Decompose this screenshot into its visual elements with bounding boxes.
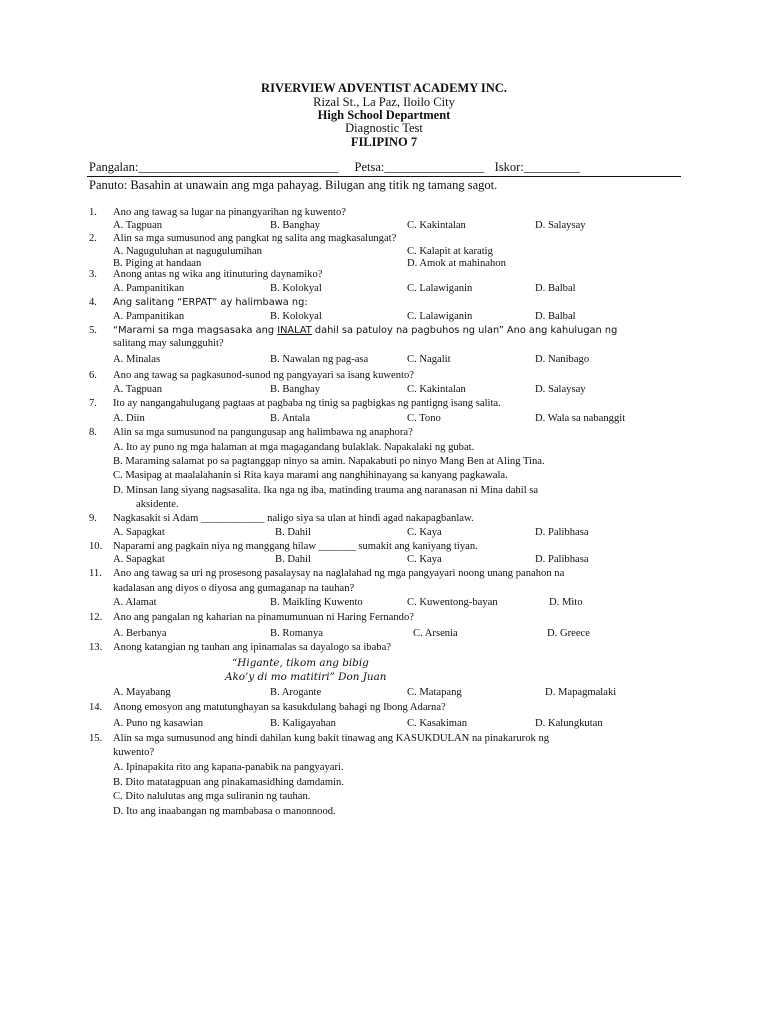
test-title: Diagnostic Test (345, 121, 423, 135)
option-c[interactable]: C. Dito nalulutas ang mga suliranin ng tauhan. (113, 791, 311, 802)
question-number: 13. (89, 642, 103, 653)
option-c[interactable]: C. Lalawiganin (407, 283, 473, 294)
option-d[interactable]: D. Wala sa nabanggit (535, 413, 626, 424)
option-c[interactable]: C. Matapang (407, 687, 462, 698)
question-number: 15. (89, 733, 103, 744)
option-c[interactable]: C. Arsenia (413, 628, 458, 639)
option-d[interactable]: D. Balbal (535, 283, 576, 294)
option-c[interactable]: C. Kuwentong-bayan (407, 597, 498, 608)
option-a[interactable]: A. Ito ay puno ng mga halaman at mga magagandang bulaklak. Napakalaki ng gubat. (113, 442, 475, 453)
question-number: 8. (89, 427, 97, 438)
iskor-field[interactable]: Iskor:_________ (494, 160, 581, 174)
option-a[interactable]: A. Sapagkat (113, 554, 165, 565)
question-stem: Ito ay nangangahulugang pagtaas at pagbaba ng tinig sa pagbigkas ng pantigng isang salita. (113, 398, 501, 409)
option-d[interactable]: D. Balbal (535, 311, 576, 322)
option-c[interactable]: C. Kaya (407, 527, 442, 538)
question-number: 3. (89, 269, 97, 280)
question-stem: Nagkasakit si Adam ____________ naligo siya sa ulan at hindi agad nakapagbanlaw. (113, 513, 474, 524)
option-a[interactable]: A. Sapagkat (113, 527, 165, 538)
instructions: Panuto: Basahin at unawain ang mga pahayag. Bilugan ang titik ng tamang sagot. (89, 178, 498, 192)
option-c[interactable]: C. Lalawiganin (407, 311, 473, 322)
option-b[interactable]: B. Arogante (270, 687, 322, 698)
school-name: RIVERVIEW ADVENTIST ACADEMY INC. (261, 81, 507, 95)
question-stem-line2: salitang may salungguhit? (113, 338, 224, 349)
option-b[interactable]: B. Kolokyal (270, 311, 322, 322)
option-b[interactable]: B. Dahil (275, 527, 311, 538)
option-d[interactable]: D. Salaysay (535, 384, 586, 395)
option-d[interactable]: D. Ito ang inaabangan ng mambabasa o manonnood. (113, 806, 336, 817)
option-b[interactable]: B. Dito matatagpuan ang pinakamasidhing damdamin. (113, 777, 344, 788)
option-b[interactable]: B. Maraming salamat po sa pagtanggap ninyo sa amin. Napakabuti po ninyo Mang Ben at Aling Tina. (113, 456, 545, 467)
question-stem: Alin sa mga sumusunod ang pangkat ng salita ang magkasalungat? (113, 233, 397, 244)
option-d[interactable]: D. Salaysay (535, 220, 586, 231)
option-a[interactable]: A. Tagpuan (113, 220, 163, 231)
subject-title: FILIPINO 7 (350, 135, 418, 149)
option-c[interactable]: C. Nagalit (407, 354, 451, 365)
question-number: 7. (89, 398, 97, 409)
department-title: High School Department (317, 108, 451, 122)
school-address: Rizal St., La Paz, Iloilo City (313, 95, 455, 109)
question-stem-line2: kuwento? (113, 747, 155, 758)
underlined-word: INALAT (277, 325, 312, 336)
option-b[interactable]: B. Piging at handaan (113, 258, 202, 269)
option-b[interactable]: B. Antala (270, 413, 311, 424)
option-c[interactable]: C. Kasakiman (407, 718, 468, 729)
question-number: 1. (89, 207, 97, 218)
option-c[interactable]: C. Kalapit at karatig (407, 246, 493, 257)
question-stem: Ano ang pangalan ng kaharian na pinamumunuan ni Haring Fernando? (113, 612, 414, 623)
option-d[interactable]: D. Nanibago (535, 354, 590, 365)
option-d-continued: aksidente. (136, 499, 179, 510)
question-number: 2. (89, 233, 97, 244)
question-stem: Ano ang tawag sa uri ng prosesong pasalaysay na naglalahad ng mga pangyayari noong unang panahon na (113, 568, 565, 579)
question-stem-line2: kadalasan ang diyos o diyosa ang gumaganap na tauhan? (113, 583, 355, 594)
question-stem: Ang salitang “ERPAT” ay halimbawa ng: (113, 297, 308, 308)
option-c[interactable]: C. Tono (407, 413, 441, 424)
pangalan-field[interactable]: Pangalan:________________________________ (89, 160, 339, 174)
option-b[interactable]: B. Romanya (270, 628, 323, 639)
option-c[interactable]: C. Kakintalan (407, 220, 466, 231)
divider-line (87, 176, 681, 177)
option-d[interactable]: D. Mapagmalaki (545, 687, 617, 698)
question-stem: Ano ang tawag sa pagkasunod-sunod ng pangyayari sa isang kuwento? (113, 370, 414, 381)
question-stem: Naparami ang pagkain niya ng manggang hilaw _______ sumakit ang kaniyang tiyan. (113, 541, 478, 552)
option-c[interactable]: C. Masipag at maalalahanin si Rita kaya marami ang nanghihinayang sa kanyang pagkawala. (113, 470, 508, 481)
option-c[interactable]: C. Kakintalan (407, 384, 466, 395)
option-b[interactable]: B. Dahil (275, 554, 311, 565)
question-number: 12. (89, 612, 103, 623)
option-b[interactable]: B. Maikling Kuwento (270, 597, 363, 608)
dialogue-line-1: “Higante, tikom ang bibig (232, 657, 369, 669)
question-number: 5. (89, 325, 97, 336)
option-a[interactable]: A. Mayabang (113, 687, 171, 698)
option-a[interactable]: A. Pampanitikan (113, 311, 185, 322)
option-b[interactable]: B. Kaligayahan (270, 718, 336, 729)
option-b[interactable]: B. Nawalan ng pag-asa (270, 354, 369, 365)
option-c[interactable]: C. Kaya (407, 554, 442, 565)
question-stem: Ano ang tawag sa lugar na pinangyarihan ng kuwento? (113, 207, 346, 218)
option-a[interactable]: A. Ipinapakita rito ang kapana-panabik na pangyayari. (113, 762, 344, 773)
option-d[interactable]: D. Palibhasa (535, 527, 589, 538)
option-a[interactable]: A. Alamat (113, 597, 157, 608)
option-b[interactable]: B. Banghay (270, 384, 321, 395)
question-number: 6. (89, 370, 97, 381)
option-d[interactable]: D. Palibhasa (535, 554, 589, 565)
petsa-field[interactable]: Petsa:________________ (354, 160, 485, 174)
option-b[interactable]: B. Kolokyal (270, 283, 322, 294)
dialogue-line-2: Ako’y di mo matitiri” Don Juan (225, 671, 387, 683)
option-d[interactable]: D. Mito (549, 597, 583, 608)
option-a[interactable]: A. Puno ng kasawian (113, 718, 204, 729)
question-number: 10. (89, 541, 103, 552)
option-b[interactable]: B. Banghay (270, 220, 321, 231)
option-d[interactable]: D. Greece (547, 628, 590, 639)
question-stem: Alin sa mga sumusunod na pangungusap ang halimbawa ng anaphora? (113, 427, 413, 438)
question-number: 4. (89, 297, 97, 308)
option-d[interactable]: D. Kalungkutan (535, 718, 603, 729)
option-a[interactable]: A. Minalas (113, 354, 161, 365)
question-number: 14. (89, 702, 103, 713)
question-stem: Alin sa mga sumusunod ang hindi dahilan kung bakit tinawag ang KASUKDULAN na pinakarurok ng (113, 733, 550, 744)
question-stem: Anong antas ng wika ang itinuturing daynamiko? (113, 269, 323, 280)
question-stem: Anong katangian ng tauhan ang ipinamalas sa dayalogo sa ibaba? (113, 642, 391, 653)
option-a[interactable]: A. Naguguluhan at nagugulumihan (113, 246, 262, 257)
option-a[interactable]: A. Diin (113, 413, 145, 424)
option-d[interactable]: D. Minsan lang siyang nagsasalita. Ika nga ng iba, matinding trauma ang naranasan ni Mina dahil sa (113, 485, 539, 496)
question-number: 9. (89, 513, 97, 524)
option-a[interactable]: A. Pampanitikan (113, 283, 185, 294)
question-stem: Anong emosyon ang matutunghayan sa kasukdulang bahagi ng Ibong Adarna? (113, 702, 446, 713)
option-d[interactable]: D. Amok at mahinahon (407, 258, 506, 269)
question-number: 11. (89, 568, 102, 579)
question-stem: “Marami sa mga magsasaka ang INALAT dahil sa patuloy na pagbuhos ng ulan” Ano ang kahulugan ng (113, 325, 618, 336)
student-fields (89, 160, 580, 175)
option-a[interactable]: A. Berbanya (113, 628, 167, 639)
option-a[interactable]: A. Tagpuan (113, 384, 163, 395)
